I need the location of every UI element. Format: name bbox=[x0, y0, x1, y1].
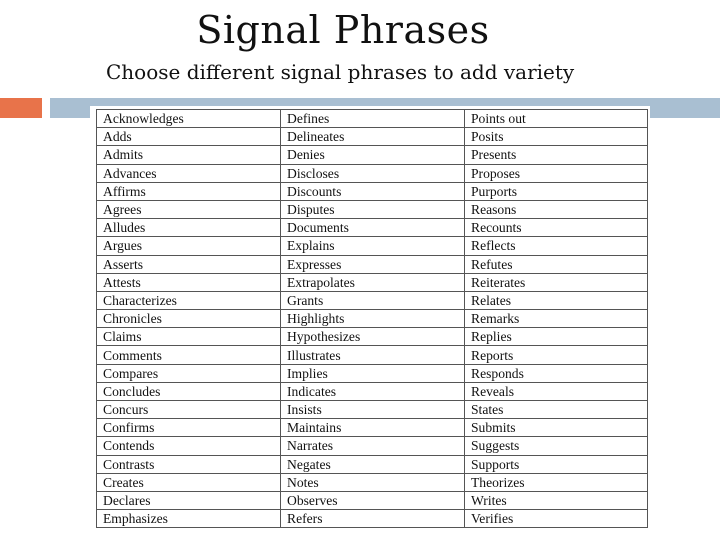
signal-phrases-table-body bbox=[97, 110, 648, 528]
table-cell: Hypothesizes bbox=[281, 328, 465, 346]
table-cell: Responds bbox=[465, 364, 648, 382]
table-row bbox=[97, 419, 648, 437]
table-cell: Discloses bbox=[281, 164, 465, 182]
table-row bbox=[97, 328, 648, 346]
table-cell: Reasons bbox=[465, 200, 648, 218]
signal-phrases-table bbox=[96, 109, 648, 528]
table-cell: Declares bbox=[97, 491, 281, 509]
table-cell: Contrasts bbox=[97, 455, 281, 473]
table-cell: Reveals bbox=[465, 382, 648, 400]
table-cell: Defines bbox=[281, 110, 465, 128]
table-cell: Relates bbox=[465, 291, 648, 309]
table-cell: Creates bbox=[97, 473, 281, 491]
table-row bbox=[97, 382, 648, 400]
table-row bbox=[97, 255, 648, 273]
table-cell: Emphasizes bbox=[97, 510, 281, 528]
table-cell: Proposes bbox=[465, 164, 648, 182]
table-row bbox=[97, 473, 648, 491]
table-cell: Indicates bbox=[281, 382, 465, 400]
table-cell: Concurs bbox=[97, 401, 281, 419]
accent-bar-orange bbox=[0, 98, 42, 118]
table-row bbox=[97, 146, 648, 164]
table-cell: Refutes bbox=[465, 255, 648, 273]
table-row bbox=[97, 110, 648, 128]
table-cell: Acknowledges bbox=[97, 110, 281, 128]
table-cell: Asserts bbox=[97, 255, 281, 273]
table-row bbox=[97, 510, 648, 528]
table-cell: Notes bbox=[281, 473, 465, 491]
table-cell: Documents bbox=[281, 219, 465, 237]
slide-title: Signal Phrases bbox=[196, 8, 490, 52]
table-cell: Alludes bbox=[97, 219, 281, 237]
table-row bbox=[97, 291, 648, 309]
table-cell: Disputes bbox=[281, 200, 465, 218]
table-row bbox=[97, 455, 648, 473]
table-cell: Characterizes bbox=[97, 291, 281, 309]
table-row bbox=[97, 164, 648, 182]
table-cell: Compares bbox=[97, 364, 281, 382]
table-cell: Illustrates bbox=[281, 346, 465, 364]
table-cell: Posits bbox=[465, 128, 648, 146]
table-row bbox=[97, 491, 648, 509]
table-cell: Concludes bbox=[97, 382, 281, 400]
table-cell: Negates bbox=[281, 455, 465, 473]
table-cell: Adds bbox=[97, 128, 281, 146]
table-cell: Claims bbox=[97, 328, 281, 346]
table-cell: Writes bbox=[465, 491, 648, 509]
table-cell: Argues bbox=[97, 237, 281, 255]
table-row bbox=[97, 128, 648, 146]
table-row bbox=[97, 310, 648, 328]
table-cell: Verifies bbox=[465, 510, 648, 528]
table-cell: Denies bbox=[281, 146, 465, 164]
table-cell: Submits bbox=[465, 419, 648, 437]
table-cell: Expresses bbox=[281, 255, 465, 273]
table-cell: Attests bbox=[97, 273, 281, 291]
table-cell: Observes bbox=[281, 491, 465, 509]
table-cell: Theorizes bbox=[465, 473, 648, 491]
table-row bbox=[97, 346, 648, 364]
table-cell: Maintains bbox=[281, 419, 465, 437]
table-cell: Grants bbox=[281, 291, 465, 309]
table-cell: Remarks bbox=[465, 310, 648, 328]
table-row bbox=[97, 437, 648, 455]
table-cell: Contends bbox=[97, 437, 281, 455]
table-row bbox=[97, 182, 648, 200]
table-row bbox=[97, 219, 648, 237]
table-cell: States bbox=[465, 401, 648, 419]
slide-subtitle: Choose different signal phrases to add variety bbox=[106, 60, 575, 84]
table-cell: Admits bbox=[97, 146, 281, 164]
table-cell: Comments bbox=[97, 346, 281, 364]
table-cell: Presents bbox=[465, 146, 648, 164]
accent-bar-gap bbox=[42, 98, 50, 118]
table-cell: Suggests bbox=[465, 437, 648, 455]
table-cell: Supports bbox=[465, 455, 648, 473]
table-cell: Highlights bbox=[281, 310, 465, 328]
table-row bbox=[97, 237, 648, 255]
table-row bbox=[97, 364, 648, 382]
table-cell: Extrapolates bbox=[281, 273, 465, 291]
table-cell: Refers bbox=[281, 510, 465, 528]
table-cell: Reports bbox=[465, 346, 648, 364]
table-cell: Reflects bbox=[465, 237, 648, 255]
table-cell: Recounts bbox=[465, 219, 648, 237]
table-cell: Reiterates bbox=[465, 273, 648, 291]
table-row bbox=[97, 401, 648, 419]
table-cell: Explains bbox=[281, 237, 465, 255]
table-cell: Advances bbox=[97, 164, 281, 182]
table-cell: Chronicles bbox=[97, 310, 281, 328]
table-cell: Purports bbox=[465, 182, 648, 200]
table-row bbox=[97, 200, 648, 218]
table-cell: Implies bbox=[281, 364, 465, 382]
table-cell: Delineates bbox=[281, 128, 465, 146]
table-row bbox=[97, 273, 648, 291]
table-cell: Agrees bbox=[97, 200, 281, 218]
table-cell: Replies bbox=[465, 328, 648, 346]
table-cell: Insists bbox=[281, 401, 465, 419]
table-cell: Confirms bbox=[97, 419, 281, 437]
table-cell: Points out bbox=[465, 110, 648, 128]
table-cell: Narrates bbox=[281, 437, 465, 455]
table-cell: Discounts bbox=[281, 182, 465, 200]
table-cell: Affirms bbox=[97, 182, 281, 200]
